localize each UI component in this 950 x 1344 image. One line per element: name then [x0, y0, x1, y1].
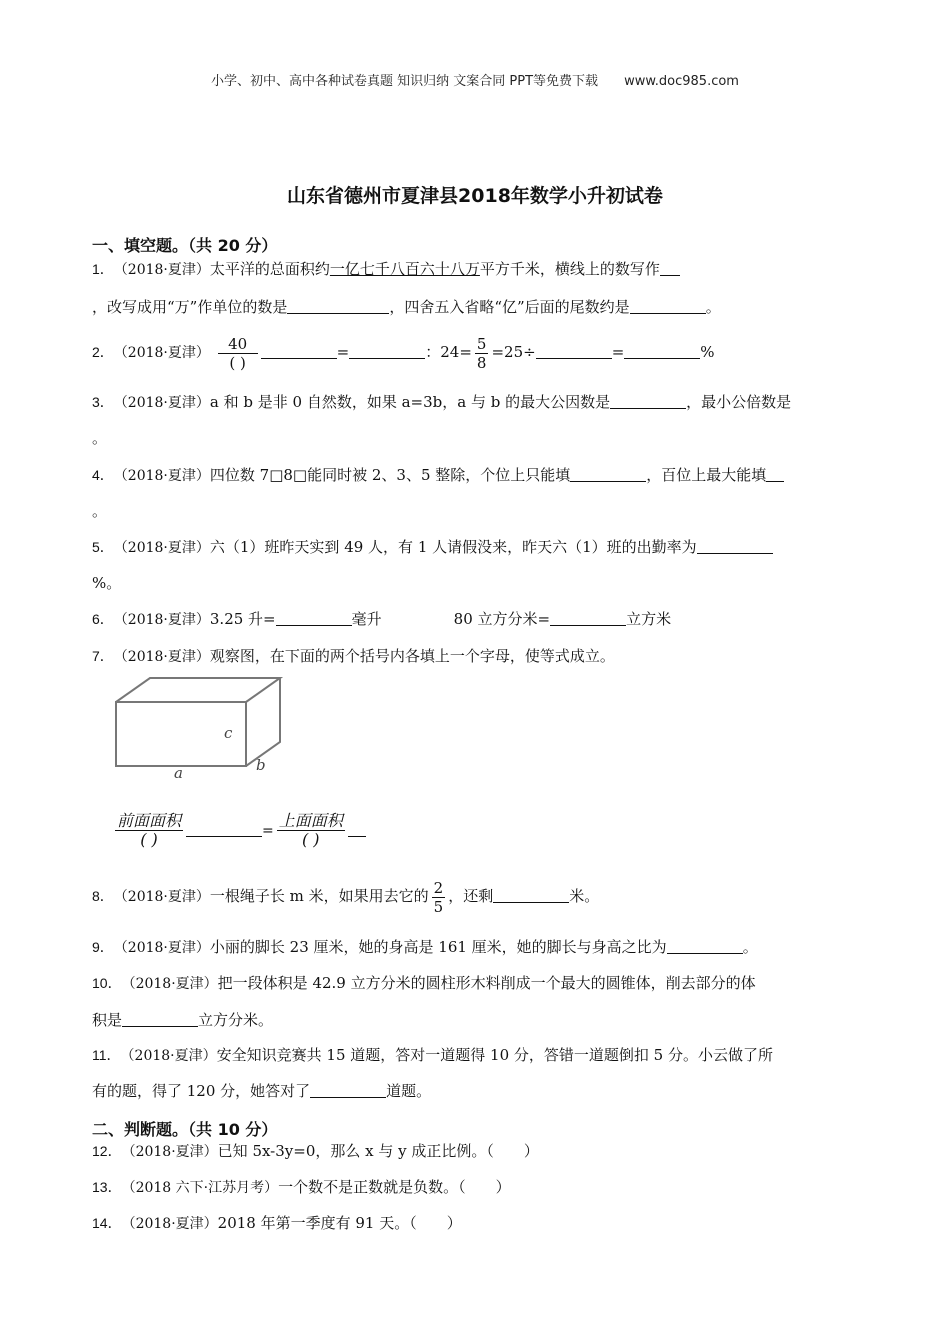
label-c: c [224, 724, 233, 742]
section-fill-in: 一、填空题。（共 20 分） [92, 236, 278, 255]
question-12: 12．（2018·夏津）已知 5x-3y=0，那么 x 与 y 成正比例。（ ） [92, 1142, 539, 1160]
label-b: b [256, 756, 266, 774]
question-10-cont: 积是 立方分米。 [92, 1011, 274, 1029]
answer-blank[interactable] [276, 609, 352, 626]
area-ratio-expression: $\frac{\text{前面面积}}{( )}$ = $\frac{\text{上面面积}}{( )}$ [112, 812, 366, 849]
question-11: 11．（2018·夏津）安全知识竞赛共 15 道题，答对一道题得 10 分，答错一道题倒扣 5 分。小云做了所 [92, 1046, 773, 1064]
question-7: 7．（2018·夏津）观察图，在下面的两个括号内各填上一个字母，使等式成立。 [92, 647, 615, 665]
question-11-cont: 有的题，得了 120 分，她答对了 道题。 [92, 1082, 432, 1100]
cuboid-top-face [116, 678, 280, 702]
section-true-false: 二、判断题。（共 10 分） [92, 1120, 278, 1139]
question-3: 3．（2018·夏津）a 和 b 是非 0 自然数，如果 a=3b，a 与 b 的最大公因数是 ，最小公倍数是 [92, 393, 792, 411]
question-1-cont: ，改写成用“万”作单位的数是 ，四舍五入省略“亿”后面的尾数约是 。 [92, 298, 721, 316]
question-13: 13．（2018 六下·江苏月考）一个数不是正数就是负数。（ ） [92, 1178, 511, 1196]
answer-blank[interactable] [348, 820, 366, 837]
answer-blank[interactable] [660, 259, 680, 276]
fraction: $\frac{5}{8}$ [476, 334, 487, 372]
answer-blank[interactable] [624, 342, 700, 359]
answer-blank[interactable] [570, 465, 646, 482]
question-5: 5．（2018·夏津）六（1）班昨天实到 49 人，有 1 人请假没来，昨天六（1）班的出勤率为 [92, 537, 862, 558]
question-8: 8．（2018·夏津）一根绳子长 m 米，如果用去它的 $\frac{2}{5}$ ，还剩 米。 [92, 878, 600, 916]
answer-blank[interactable] [610, 392, 686, 409]
fraction: $\frac{2}{5}$ [433, 878, 444, 916]
answer-blank[interactable] [186, 820, 262, 837]
question-5-cont: %。 [92, 574, 122, 592]
fraction-front-area: $\frac{\text{前面面积}}{( )}$ [117, 811, 182, 849]
answer-blank[interactable] [550, 609, 626, 626]
question-2: 2．（2018·夏津） $\frac{40}{( )}$ = ：24= $\frac{5}{8}$ =25÷ = % [92, 334, 715, 372]
question-1: 1．（2018·夏津）太平洋的总面积约一亿七千八百六十八万平方千米，横线上的数写作 [92, 259, 862, 280]
fraction: $\frac{40}{( )}$ [218, 335, 258, 372]
question-10: 10．（2018·夏津）把一段体积是 42.9 立方分米的圆柱形木料削成一个最大的圆锥体，削去部分的体 [92, 974, 756, 992]
answer-blank[interactable] [310, 1081, 386, 1098]
answer-blank[interactable] [697, 537, 773, 554]
answer-blank[interactable] [536, 342, 612, 359]
answer-blank[interactable] [766, 465, 784, 482]
question-6: 6．（2018·夏津）3.25 升= 毫升 80 立方分米= 立方米 [92, 610, 672, 628]
answer-blank[interactable] [630, 297, 706, 314]
question-9: 9．（2018·夏津）小丽的脚长 23 厘米，她的身高是 161 厘米，她的脚长与身高之比为 。 [92, 938, 758, 956]
question-4-cont: 。 [92, 502, 108, 520]
label-a: a [174, 764, 183, 782]
question-14: 14．（2018·夏津）2018 年第一季度有 91 天。（ ） [92, 1214, 462, 1232]
answer-blank[interactable] [493, 886, 569, 903]
answer-blank[interactable] [261, 342, 337, 359]
page-header [0, 70, 950, 89]
answer-blank[interactable] [122, 1010, 198, 1027]
fraction-top-area: $\frac{\text{上面面积}}{( )}$ [278, 811, 343, 849]
answer-blank[interactable] [349, 342, 425, 359]
answer-blank[interactable] [287, 297, 389, 314]
header-site[interactable]: www.doc985.com [624, 74, 739, 89]
header-banner: 小学、初中、高中各种试卷真题 知识归纳 文案合同 PPT等免费下载 [211, 74, 599, 89]
cuboid-figure [110, 674, 290, 788]
cuboid-drawing [110, 674, 290, 784]
answer-blank[interactable] [667, 937, 743, 954]
question-3-cont: 。 [92, 429, 108, 447]
question-4: 4．（2018·夏津）四位数 7□8□能同时被 2、3、5 整除，个位上只能填 ，百位上最大能填 [92, 465, 862, 486]
page-title: 山东省德州市夏津县2018年数学小升初试卷 [287, 185, 663, 207]
